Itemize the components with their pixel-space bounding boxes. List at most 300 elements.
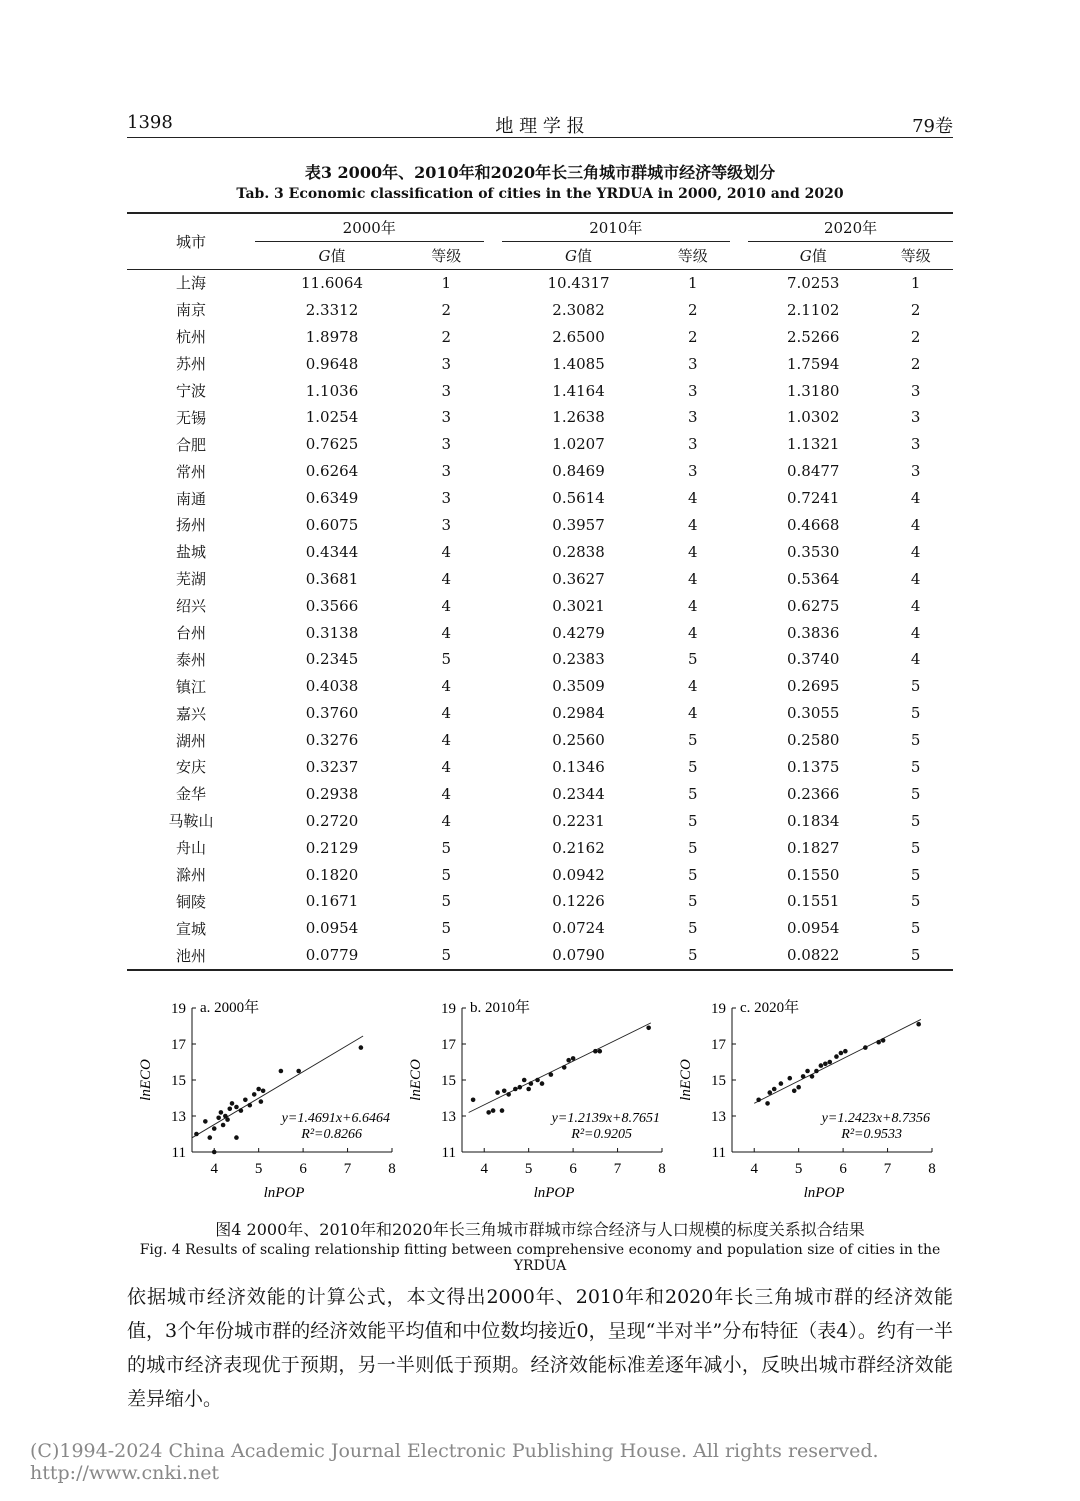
grade-cell: 5 <box>688 811 698 830</box>
data-point <box>221 1123 226 1128</box>
data-point <box>823 1062 828 1067</box>
table-row <box>127 269 953 296</box>
data-point <box>219 1110 224 1115</box>
x-tick-label: 4 <box>750 1161 758 1177</box>
data-point <box>916 1022 921 1027</box>
city-cell: 铜陵 <box>175 892 206 911</box>
data-point <box>522 1078 527 1083</box>
g-value-cell: 1.1321 <box>786 435 840 454</box>
g-value-cell: 0.3237 <box>305 757 359 776</box>
y-tick-label: 11 <box>171 1145 186 1161</box>
g-value-cell: 0.3055 <box>786 704 840 723</box>
x-tick-label: 5 <box>524 1161 533 1177</box>
data-point <box>203 1119 208 1124</box>
g-value-cell: 1.4164 <box>552 381 605 400</box>
grade-cell: 5 <box>688 731 698 750</box>
g-value-cell: 0.2560 <box>552 731 605 750</box>
grade-cell: 3 <box>441 435 452 454</box>
city-cell: 绍兴 <box>175 597 206 616</box>
x-tick-label: 4 <box>480 1161 488 1177</box>
g-value-cell: 1.4085 <box>552 354 605 373</box>
data-point <box>234 1135 239 1140</box>
table-row <box>127 754 953 781</box>
x-tick-label: 7 <box>613 1161 622 1177</box>
g-value-cell: 0.3509 <box>552 677 605 696</box>
city-cell: 南京 <box>175 301 206 320</box>
g-value-cell: 0.6075 <box>305 515 359 534</box>
x-tick-label: 5 <box>254 1161 263 1177</box>
g-value-cell: 0.0942 <box>552 865 605 884</box>
r-squared: R²=0.8266 <box>301 1127 362 1143</box>
table-row <box>127 807 953 834</box>
data-point <box>227 1107 232 1112</box>
y-tick-label: 11 <box>711 1145 726 1161</box>
g-value-cell: 1.0207 <box>552 435 605 454</box>
data-point <box>535 1078 540 1083</box>
g-value-cell: 0.6275 <box>786 596 840 615</box>
fit-equation: y=1.4691x+6.6464 <box>281 1111 390 1126</box>
data-point <box>772 1087 777 1092</box>
grade-cell: 3 <box>441 515 452 534</box>
data-point <box>796 1085 801 1090</box>
data-point <box>506 1092 511 1097</box>
table-row <box>127 700 953 727</box>
r-squared: R²=0.9205 <box>571 1127 632 1143</box>
scatter-chart-2000 <box>130 990 410 1205</box>
grade-cell: 4 <box>441 542 452 561</box>
g-value-cell: 0.3276 <box>305 731 359 750</box>
grade-cell: 5 <box>910 704 921 723</box>
grade-cell: 2 <box>910 300 921 319</box>
g-value-cell: 1.8978 <box>305 327 359 346</box>
g-value-cell: 2.6500 <box>552 327 605 346</box>
data-point <box>513 1087 518 1092</box>
grade-cell: 1 <box>441 273 452 292</box>
data-point <box>810 1074 815 1079</box>
g-value-cell: 0.1375 <box>786 757 840 776</box>
city-cell: 安庆 <box>175 758 206 777</box>
table-row <box>127 377 953 404</box>
city-cell: 盐城 <box>175 543 206 562</box>
x-tick-label: 8 <box>928 1161 936 1177</box>
g-value-cell: 0.7625 <box>305 435 359 454</box>
g-value-cell: 2.1102 <box>786 300 840 319</box>
data-point <box>814 1069 819 1074</box>
data-point <box>225 1117 230 1122</box>
journal-name: 地 理 学 报 <box>495 116 585 137</box>
x-tick-label: 8 <box>658 1161 666 1177</box>
g-value-cell: 1.3180 <box>786 381 840 400</box>
grade-cell: 2 <box>910 354 921 373</box>
economic-classification-table <box>127 215 953 971</box>
x-tick-label: 5 <box>794 1161 803 1177</box>
grade-cell: 5 <box>688 784 698 803</box>
g-value-cell: 0.2695 <box>786 677 840 696</box>
grade-cell: 5 <box>910 677 921 696</box>
grade-cell: 4 <box>441 784 452 803</box>
year-2000-header: 2000年 <box>255 215 484 241</box>
x-axis-label: lnPOP <box>533 1185 575 1201</box>
chart-title: a. 2000年 <box>200 1000 260 1016</box>
y-axis-label: lnECO <box>408 1059 424 1101</box>
g-value-cell: 2.3082 <box>552 300 605 319</box>
g-value-cell: 0.8477 <box>786 462 840 481</box>
g-value-cell: 0.2129 <box>305 838 359 857</box>
g-value-cell: 0.6264 <box>305 462 359 481</box>
city-cell: 南通 <box>175 489 206 508</box>
data-point <box>517 1085 522 1090</box>
x-tick-label: 4 <box>210 1161 218 1177</box>
city-cell: 湖州 <box>175 731 206 750</box>
g-value-cell: 11.6064 <box>300 273 364 292</box>
page-number: 1398 <box>127 112 173 133</box>
year-2020-header: 2020年 <box>748 215 953 241</box>
grade-cell: 4 <box>441 731 452 750</box>
city-cell: 芜湖 <box>175 570 206 589</box>
data-point <box>207 1135 212 1140</box>
grade-cell: 5 <box>441 865 452 884</box>
x-tick-label: 6 <box>299 1161 307 1177</box>
grade-cell: 4 <box>688 489 698 508</box>
grade-cell: 2 <box>441 300 452 319</box>
data-point <box>259 1099 264 1104</box>
data-point <box>529 1081 534 1086</box>
data-point <box>792 1089 797 1094</box>
g-value-cell: 0.7241 <box>786 489 840 508</box>
data-point <box>779 1081 784 1086</box>
grade-cell: 5 <box>910 946 921 965</box>
g-value-cell: 0.2231 <box>552 811 605 830</box>
grade-cell: 5 <box>441 838 452 857</box>
grade-cell: 4 <box>688 677 698 696</box>
grade-cell: 3 <box>688 381 698 400</box>
volume-label: 79卷 <box>912 116 953 137</box>
grade-cell: 2 <box>441 327 452 346</box>
data-point <box>491 1108 496 1113</box>
grade-cell: 4 <box>688 623 698 642</box>
grade-cell: 4 <box>688 542 698 561</box>
grade-cell: 5 <box>688 946 698 965</box>
data-point <box>593 1049 598 1054</box>
g-value-header: G值 <box>565 246 593 265</box>
grade-cell: 3 <box>688 462 698 481</box>
g-value-cell: 0.3740 <box>786 650 840 669</box>
data-point <box>526 1087 531 1092</box>
data-point <box>756 1098 761 1103</box>
data-point <box>500 1108 505 1113</box>
g-value-cell: 0.5614 <box>552 489 605 508</box>
city-cell: 金华 <box>175 785 206 804</box>
x-tick-label: 7 <box>883 1161 892 1177</box>
table-row <box>127 646 953 673</box>
fit-equation: y=1.2423x+8.7356 <box>821 1111 930 1126</box>
grade-cell: 4 <box>441 704 452 723</box>
x-axis-label: lnPOP <box>803 1185 845 1201</box>
g-value-cell: 0.0724 <box>552 919 605 938</box>
y-tick-label: 19 <box>441 1001 456 1017</box>
grade-header: 等级 <box>431 246 462 265</box>
data-point <box>827 1060 832 1065</box>
g-value-cell: 0.2345 <box>305 650 359 669</box>
body-paragraph: 依据城市经济效能的计算公式，本文得出2000年、2010年和2020年长三角城市群的经济效能值，3个年份城市群的经济效能平均值和中位数均接近0，呈现“半对半”分布特征（表4）。约有一半的城市经济表现优于预期，另一半则低于预期。经济效能标准差逐年减小，反映出城市群经济效能差异缩小。 <box>127 1286 953 1410</box>
grade-cell: 3 <box>910 408 921 427</box>
g-value-cell: 0.1226 <box>552 892 605 911</box>
grade-cell: 5 <box>688 865 698 884</box>
g-value-cell: 0.0790 <box>552 946 605 965</box>
data-point <box>881 1038 886 1043</box>
grade-cell: 1 <box>688 273 698 292</box>
table-row <box>127 458 953 485</box>
g-value-cell: 0.2366 <box>786 784 840 803</box>
grade-cell: 4 <box>910 542 921 561</box>
g-value-cell: 0.2984 <box>552 704 605 723</box>
g-value-cell: 1.2638 <box>552 408 605 427</box>
data-point <box>247 1103 252 1108</box>
grade-cell: 3 <box>688 354 698 373</box>
g-value-cell: 2.5266 <box>786 327 840 346</box>
data-point <box>597 1049 602 1054</box>
data-point <box>239 1108 244 1113</box>
data-point <box>486 1110 491 1115</box>
city-cell: 马鞍山 <box>168 812 214 831</box>
table-row <box>127 350 953 377</box>
grade-cell: 5 <box>910 757 921 776</box>
data-point <box>819 1063 824 1068</box>
g-value-cell: 0.0779 <box>305 946 359 965</box>
grade-cell: 4 <box>441 569 452 588</box>
table-row <box>127 296 953 323</box>
grade-cell: 1 <box>910 273 921 292</box>
city-cell: 无锡 <box>175 408 206 427</box>
city-cell: 泰州 <box>175 650 206 669</box>
data-point <box>876 1040 881 1045</box>
y-tick-label: 13 <box>441 1109 456 1125</box>
grade-cell: 4 <box>910 596 921 615</box>
grade-cell: 4 <box>688 596 698 615</box>
g-value-cell: 0.4038 <box>305 677 359 696</box>
g-value-cell: 1.0302 <box>786 408 840 427</box>
data-point <box>767 1090 772 1095</box>
g-value-cell: 0.2162 <box>552 838 605 857</box>
y-tick-label: 15 <box>711 1073 726 1089</box>
city-cell: 滁州 <box>175 866 206 885</box>
x-tick-label: 6 <box>569 1161 577 1177</box>
y-tick-label: 15 <box>171 1073 186 1089</box>
x-tick-label: 7 <box>343 1161 352 1177</box>
grade-cell: 3 <box>441 381 452 400</box>
data-point <box>571 1056 576 1061</box>
x-tick-label: 8 <box>388 1161 396 1177</box>
data-point <box>471 1098 476 1103</box>
table-top-rule <box>127 212 953 214</box>
g-value-cell: 0.3021 <box>552 596 605 615</box>
grade-cell: 4 <box>910 489 921 508</box>
table-title-cn: 表3 2000年、2010年和2020年长三角城市群城市经济等级划分 <box>304 163 776 182</box>
grade-cell: 5 <box>441 892 452 911</box>
grade-cell: 5 <box>688 892 698 911</box>
table-row <box>127 915 953 942</box>
table-row <box>127 780 953 807</box>
data-point <box>805 1069 810 1074</box>
g-value-cell: 0.1551 <box>786 892 840 911</box>
data-point <box>562 1065 567 1070</box>
data-point <box>502 1089 507 1094</box>
table-row <box>127 834 953 861</box>
g-value-header: G值 <box>318 246 346 265</box>
x-tick-label: 6 <box>839 1161 847 1177</box>
y-axis-label: lnECO <box>138 1059 154 1101</box>
data-point <box>863 1045 868 1050</box>
table-row <box>127 888 953 915</box>
g-value-cell: 0.8469 <box>552 462 605 481</box>
g-value-cell: 2.3312 <box>305 300 359 319</box>
g-value-cell: 0.3957 <box>552 515 605 534</box>
data-point <box>843 1049 848 1054</box>
y-tick-label: 13 <box>171 1109 186 1125</box>
x-axis-label: lnPOP <box>263 1185 305 1201</box>
g-value-cell: 0.1820 <box>305 865 359 884</box>
data-point <box>296 1069 301 1074</box>
data-point <box>194 1132 199 1137</box>
grade-cell: 3 <box>441 408 452 427</box>
data-point <box>261 1089 266 1094</box>
data-point <box>230 1101 235 1106</box>
g-value-cell: 1.1036 <box>305 381 359 400</box>
table-row <box>127 538 953 565</box>
col-city-header: 城市 <box>175 233 206 252</box>
grade-cell: 4 <box>441 623 452 642</box>
table-row <box>127 512 953 539</box>
g-value-cell: 0.3760 <box>305 704 359 723</box>
g-value-cell: 0.1834 <box>786 811 840 830</box>
grade-cell: 2 <box>688 327 698 346</box>
grade-cell: 5 <box>441 919 452 938</box>
g-value-cell: 0.5364 <box>786 569 840 588</box>
data-point <box>243 1098 248 1103</box>
data-point <box>279 1069 284 1074</box>
g-value-cell: 0.0954 <box>786 919 840 938</box>
city-cell: 常州 <box>175 462 206 481</box>
grade-cell: 3 <box>441 489 452 508</box>
scatter-chart-2010 <box>400 990 680 1205</box>
chart-title: c. 2020年 <box>740 1000 800 1016</box>
grade-cell: 5 <box>441 946 452 965</box>
grade-cell: 3 <box>910 435 921 454</box>
city-cell: 扬州 <box>175 516 206 535</box>
g-value-cell: 0.4344 <box>305 542 359 561</box>
data-point <box>212 1150 217 1155</box>
g-value-cell: 10.4317 <box>547 273 610 292</box>
y-tick-label: 17 <box>171 1037 186 1053</box>
g-value-cell: 0.1671 <box>305 892 359 911</box>
city-cell: 杭州 <box>175 328 206 347</box>
g-value-cell: 0.2720 <box>305 811 359 830</box>
data-point <box>549 1072 554 1077</box>
city-cell: 上海 <box>175 274 206 293</box>
g-value-cell: 1.0254 <box>305 408 359 427</box>
data-point <box>359 1045 364 1050</box>
city-cell: 镇江 <box>175 677 206 696</box>
grade-cell: 2 <box>910 327 921 346</box>
g-value-cell: 0.1550 <box>786 865 840 884</box>
data-point <box>787 1076 792 1081</box>
g-value-header: G值 <box>799 246 827 265</box>
r-squared: R²=0.9533 <box>841 1127 902 1143</box>
g-value-cell: 0.3681 <box>305 569 359 588</box>
data-point <box>646 1026 651 1031</box>
table-row <box>127 861 953 888</box>
data-point <box>234 1105 239 1110</box>
data-point <box>765 1101 770 1106</box>
grade-cell: 4 <box>910 569 921 588</box>
figure-caption-cn: 图4 2000年、2010年和2020年长三角城市群城市综合经济与人口规模的标度关系拟合结果 <box>215 1220 865 1239</box>
figure-caption-en: Fig. 4 Results of scaling relationship fitting between comprehensive economy and population size of cities in the YRDUA <box>139 1242 941 1274</box>
data-point <box>216 1116 221 1121</box>
fit-equation: y=1.2139x+8.7651 <box>551 1111 660 1126</box>
grade-cell: 4 <box>910 623 921 642</box>
table-row <box>127 323 953 350</box>
year-2010-header: 2010年 <box>502 215 731 241</box>
data-point <box>256 1087 261 1092</box>
grade-cell: 5 <box>910 892 921 911</box>
g-value-cell: 0.1346 <box>552 757 605 776</box>
grade-cell: 4 <box>441 596 452 615</box>
chart-title: b. 2010年 <box>470 1000 531 1016</box>
data-point <box>834 1054 839 1059</box>
g-value-cell: 1.7594 <box>786 354 840 373</box>
table-row <box>127 942 953 970</box>
g-value-cell: 0.9648 <box>305 354 359 373</box>
table-row <box>127 673 953 700</box>
grade-cell: 4 <box>441 757 452 776</box>
grade-cell: 3 <box>910 381 921 400</box>
table-title-en: Tab. 3 Economic classification of cities in the YRDUA in 2000, 2010 and 2020 <box>236 186 844 202</box>
city-cell: 宁波 <box>175 382 206 400</box>
grade-cell: 5 <box>688 919 698 938</box>
g-value-cell: 0.3530 <box>786 542 840 561</box>
city-cell: 舟山 <box>175 839 206 858</box>
grade-cell: 4 <box>441 677 452 696</box>
table-row <box>127 619 953 646</box>
grade-cell: 5 <box>688 757 698 776</box>
city-cell: 池州 <box>175 946 206 965</box>
grade-cell: 3 <box>441 354 452 373</box>
data-point <box>566 1058 571 1063</box>
grade-cell: 5 <box>688 838 698 857</box>
grade-cell: 5 <box>910 731 921 750</box>
grade-cell: 4 <box>441 811 452 830</box>
table-row <box>127 485 953 512</box>
y-tick-label: 11 <box>441 1145 456 1161</box>
g-value-cell: 0.3836 <box>786 623 840 642</box>
g-value-cell: 7.0253 <box>786 273 840 292</box>
grade-header: 等级 <box>677 246 708 265</box>
g-value-cell: 0.0954 <box>305 919 359 938</box>
grade-cell: 5 <box>910 919 921 938</box>
grade-header: 等级 <box>900 246 931 265</box>
g-value-cell: 0.2938 <box>305 784 359 803</box>
fit-line <box>469 1023 651 1113</box>
grade-cell: 3 <box>910 462 921 481</box>
y-tick-label: 17 <box>711 1037 726 1053</box>
grade-cell: 5 <box>910 865 921 884</box>
g-value-cell: 0.1827 <box>786 838 840 857</box>
copyright-footer: (C)1994-2024 China Academic Journal Electronic Publishing House. All rights reserved. http://www.cnki.net <box>30 1440 879 1484</box>
grade-cell: 5 <box>910 838 921 857</box>
grade-cell: 4 <box>688 569 698 588</box>
city-cell: 苏州 <box>175 355 206 374</box>
table-row <box>127 565 953 592</box>
